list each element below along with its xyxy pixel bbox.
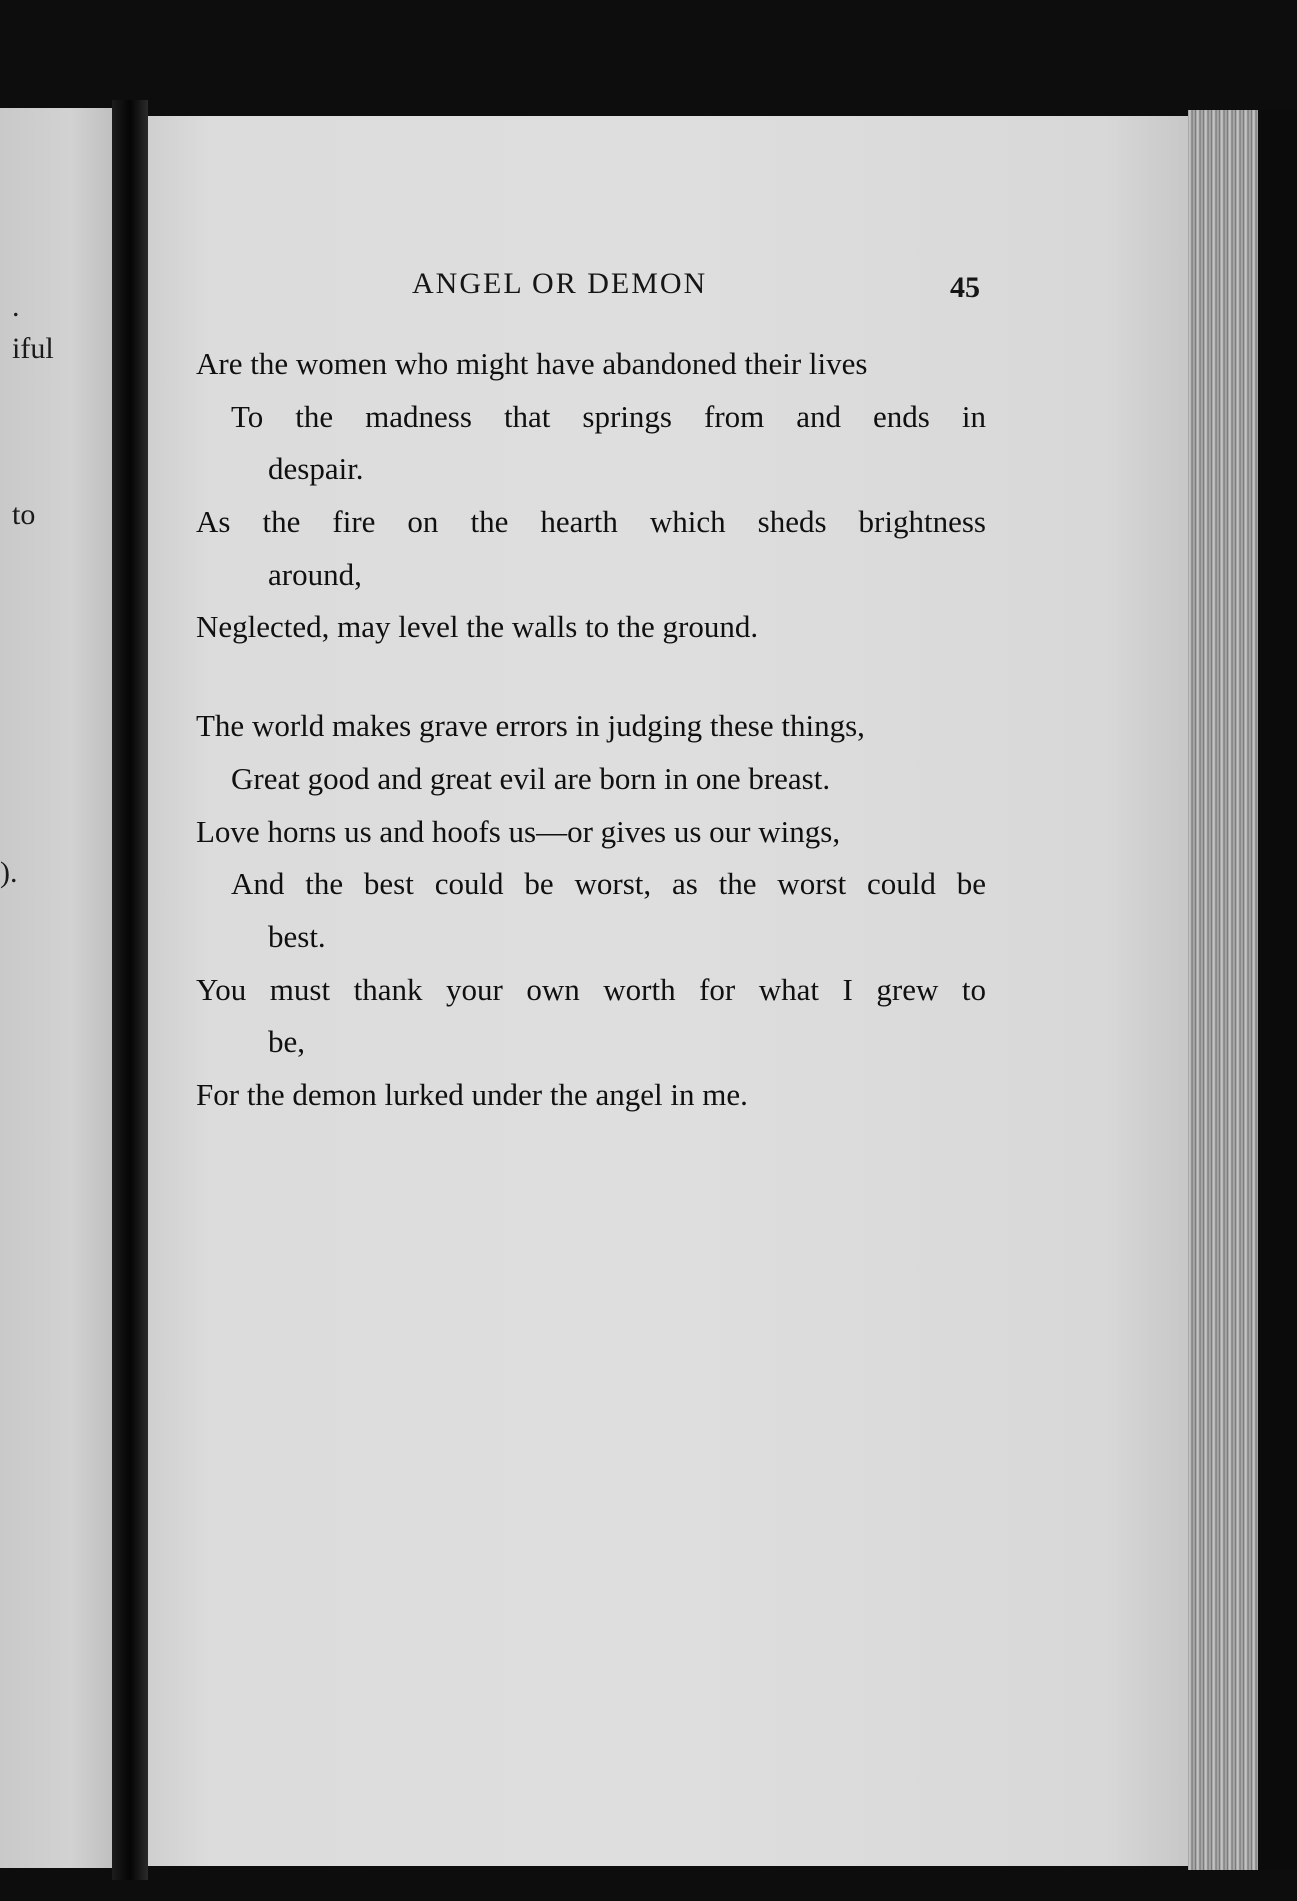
- poem-line: around,: [268, 556, 362, 592]
- left-page-fragment: to: [12, 498, 36, 531]
- left-page-fragment: iful: [12, 332, 54, 365]
- poem-text: [196, 338, 986, 1122]
- poem-line: And the best could be worst, as the worst could be: [231, 866, 986, 902]
- previous-page-edge: [0, 108, 118, 1868]
- poem-line: be,: [268, 1024, 306, 1060]
- book-gutter: [112, 100, 148, 1880]
- poem-line: The world makes grave errors in judging these things,: [196, 708, 865, 744]
- stanza: [196, 338, 986, 654]
- poem-line: Great good and great evil are born in one breast.: [231, 760, 831, 796]
- poem-line: You must thank your own worth for what I grew to: [196, 971, 986, 1007]
- page-edges: [1188, 110, 1258, 1870]
- stanza: [196, 700, 986, 1122]
- poem-line: As the fire on the hearth which sheds brightness: [196, 504, 986, 540]
- poem-line: Are the women who might have abandoned their lives: [196, 346, 868, 381]
- stanza-gap: [196, 654, 986, 700]
- poem-line: Love horns us and hoofs us—or gives us our wings,: [196, 813, 841, 849]
- poem-line: best.: [268, 918, 326, 954]
- poem-line: Neglected, may level the walls to the ground.: [196, 609, 759, 645]
- page-edges-shadow: [1258, 110, 1297, 1870]
- page-number: 45: [950, 271, 980, 304]
- poem-line: To the madness that springs from and ends in: [231, 398, 986, 434]
- poem-line: despair.: [268, 451, 364, 487]
- poem-line: For the demon lurked under the angel in me.: [196, 1076, 748, 1112]
- left-page-fragment: ).: [0, 856, 18, 889]
- left-page-fragment: .: [12, 290, 20, 323]
- running-head: ANGEL OR DEMON: [412, 267, 708, 300]
